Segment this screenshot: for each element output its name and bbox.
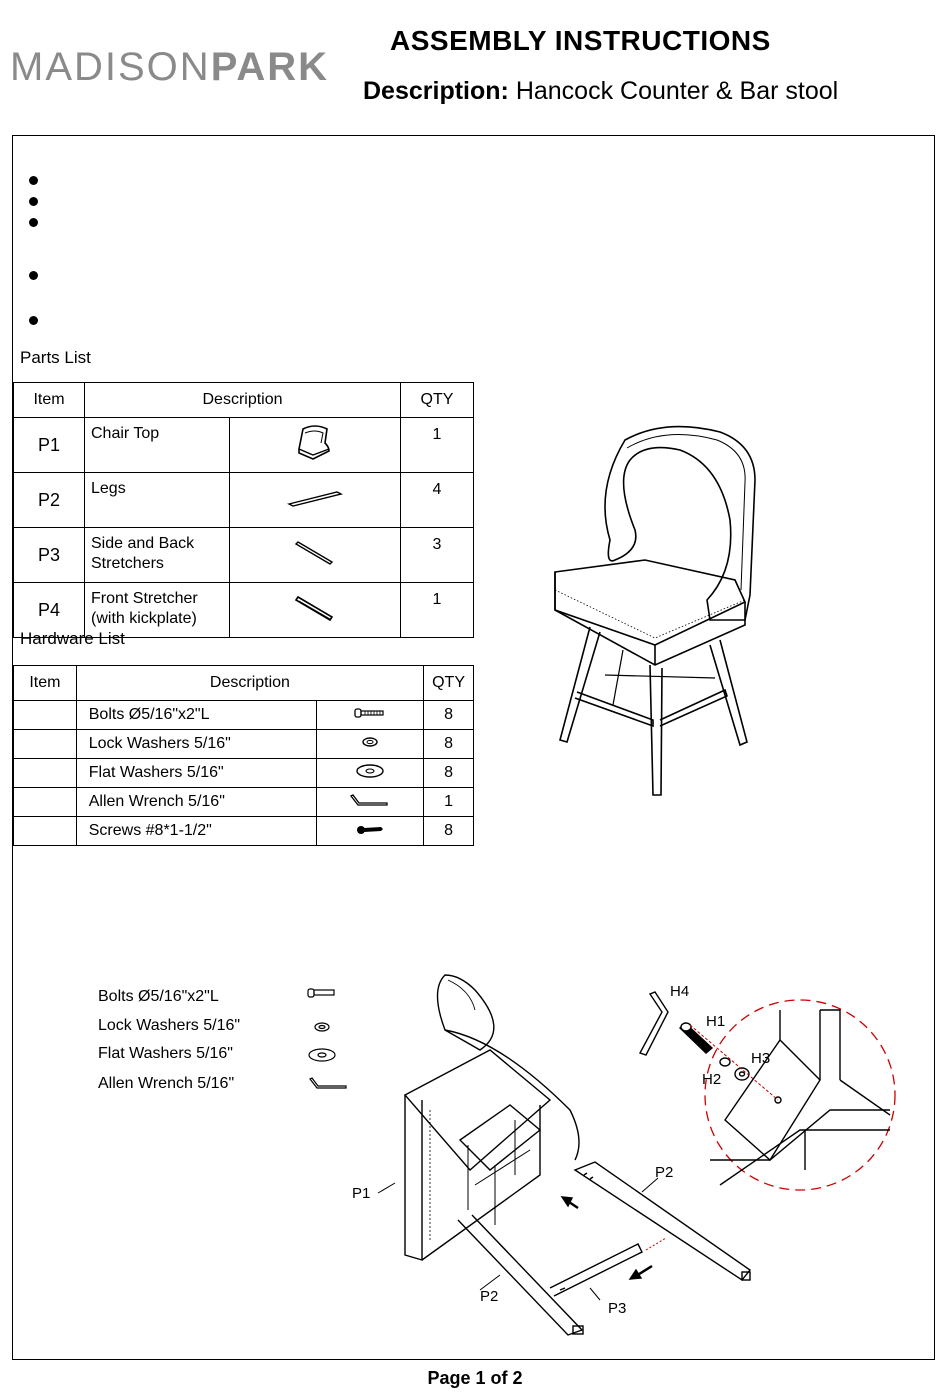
item-code — [14, 759, 77, 788]
bullet-point — [29, 316, 38, 325]
hardware-description: Allen Wrench 5/16" — [76, 788, 316, 817]
callout-p1: P1 — [352, 1185, 371, 1202]
page-title: ASSEMBLY INSTRUCTIONS — [390, 25, 771, 56]
callout-p3: P3 — [608, 1300, 627, 1317]
item-code — [14, 701, 77, 730]
stretcher-icon — [230, 528, 401, 583]
quantity: 1 — [401, 418, 474, 473]
part-name-line1: Side and Back — [91, 535, 195, 552]
table-row — [14, 473, 474, 528]
item-code: P3 — [14, 528, 85, 583]
item-code — [14, 817, 77, 846]
step-hardware-flat-washers: Flat Washers 5/16" — [98, 1045, 233, 1062]
part-description — [85, 528, 230, 583]
item-code: P4 — [14, 583, 85, 638]
bullet-point — [29, 176, 38, 185]
lock-washer-icon — [316, 730, 423, 759]
bullet-point — [29, 218, 38, 227]
callout-p2-left: P2 — [480, 1288, 499, 1305]
item-code — [14, 730, 77, 759]
callout-h1: H1 — [706, 1013, 726, 1030]
hardware-list-heading: Hardware List — [20, 629, 125, 648]
quantity: 4 — [401, 473, 474, 528]
hardware-description: Bolts Ø5/16"x2"L — [76, 701, 316, 730]
description-value: Hancock Counter & Bar stool — [515, 77, 839, 105]
item-code: P1 — [14, 418, 85, 473]
chair-top-icon — [230, 418, 401, 473]
screw-icon — [316, 817, 423, 846]
quantity: 8 — [424, 817, 474, 846]
table-row — [14, 788, 474, 817]
description-label: Description: — [363, 77, 509, 105]
part-description — [85, 473, 230, 528]
item-code: P2 — [14, 473, 85, 528]
leg-icon — [230, 473, 401, 528]
page-number: Page 1 of 2 — [427, 1368, 523, 1388]
column-header: QTY — [401, 383, 474, 418]
step-hardware-allen-wrench: Allen Wrench 5/16" — [98, 1075, 235, 1092]
brand-logo — [10, 45, 329, 90]
parts-list-heading: Parts List — [20, 348, 91, 367]
step-assembly-diagram — [350, 970, 910, 1355]
hardware-description: Lock Washers 5/16" — [76, 730, 316, 759]
table-header-row — [14, 666, 474, 701]
part-name-line2: (with kickplate) — [91, 610, 197, 627]
allen-wrench-icon — [316, 788, 423, 817]
bolt-icon — [316, 701, 423, 730]
callout-h3: H3 — [751, 1050, 771, 1067]
bullet-point — [29, 197, 38, 206]
table-header-row — [14, 383, 474, 418]
table-row — [14, 418, 474, 473]
hardware-description: Screws #8*1-1/2" — [76, 817, 316, 846]
column-header: Description — [76, 666, 423, 701]
table-row — [14, 817, 474, 846]
product-description — [363, 77, 838, 106]
quantity: 3 — [401, 528, 474, 583]
table-row — [14, 730, 474, 759]
step-hardware-bolts: Bolts Ø5/16"x2"L — [98, 988, 219, 1005]
column-header: Description — [85, 383, 401, 418]
item-code — [14, 788, 77, 817]
callout-p2-right: P2 — [655, 1164, 674, 1181]
quantity: 8 — [424, 759, 474, 788]
step-hardware-icons — [302, 985, 352, 1095]
part-name-line1: Front Stretcher — [91, 590, 198, 607]
column-header: QTY — [424, 666, 474, 701]
logo-light-text: MADISON — [10, 45, 211, 89]
logo-bold-text: PARK — [210, 45, 330, 89]
step-hardware-lock-washers: Lock Washers 5/16" — [98, 1017, 241, 1034]
hardware-table — [13, 665, 474, 846]
table-row — [14, 701, 474, 730]
quantity: 8 — [424, 730, 474, 759]
callout-h2: H2 — [702, 1071, 722, 1088]
column-header: Item — [14, 666, 77, 701]
part-name-line2: Stretchers — [91, 555, 164, 572]
hardware-description: Flat Washers 5/16" — [76, 759, 316, 788]
flat-washer-icon — [316, 759, 423, 788]
part-name: Chair Top — [91, 425, 160, 442]
column-header: Item — [14, 383, 85, 418]
part-description — [85, 418, 230, 473]
table-row — [14, 528, 474, 583]
table-row — [14, 759, 474, 788]
front-stretcher-icon — [230, 583, 401, 638]
bullet-point — [29, 271, 38, 280]
parts-table — [13, 382, 474, 638]
quantity: 1 — [424, 788, 474, 817]
quantity: 1 — [401, 583, 474, 638]
quantity: 8 — [424, 701, 474, 730]
assembled-stool-illustration — [545, 420, 775, 800]
part-name: Legs — [91, 480, 126, 497]
callout-h4: H4 — [670, 983, 690, 1000]
